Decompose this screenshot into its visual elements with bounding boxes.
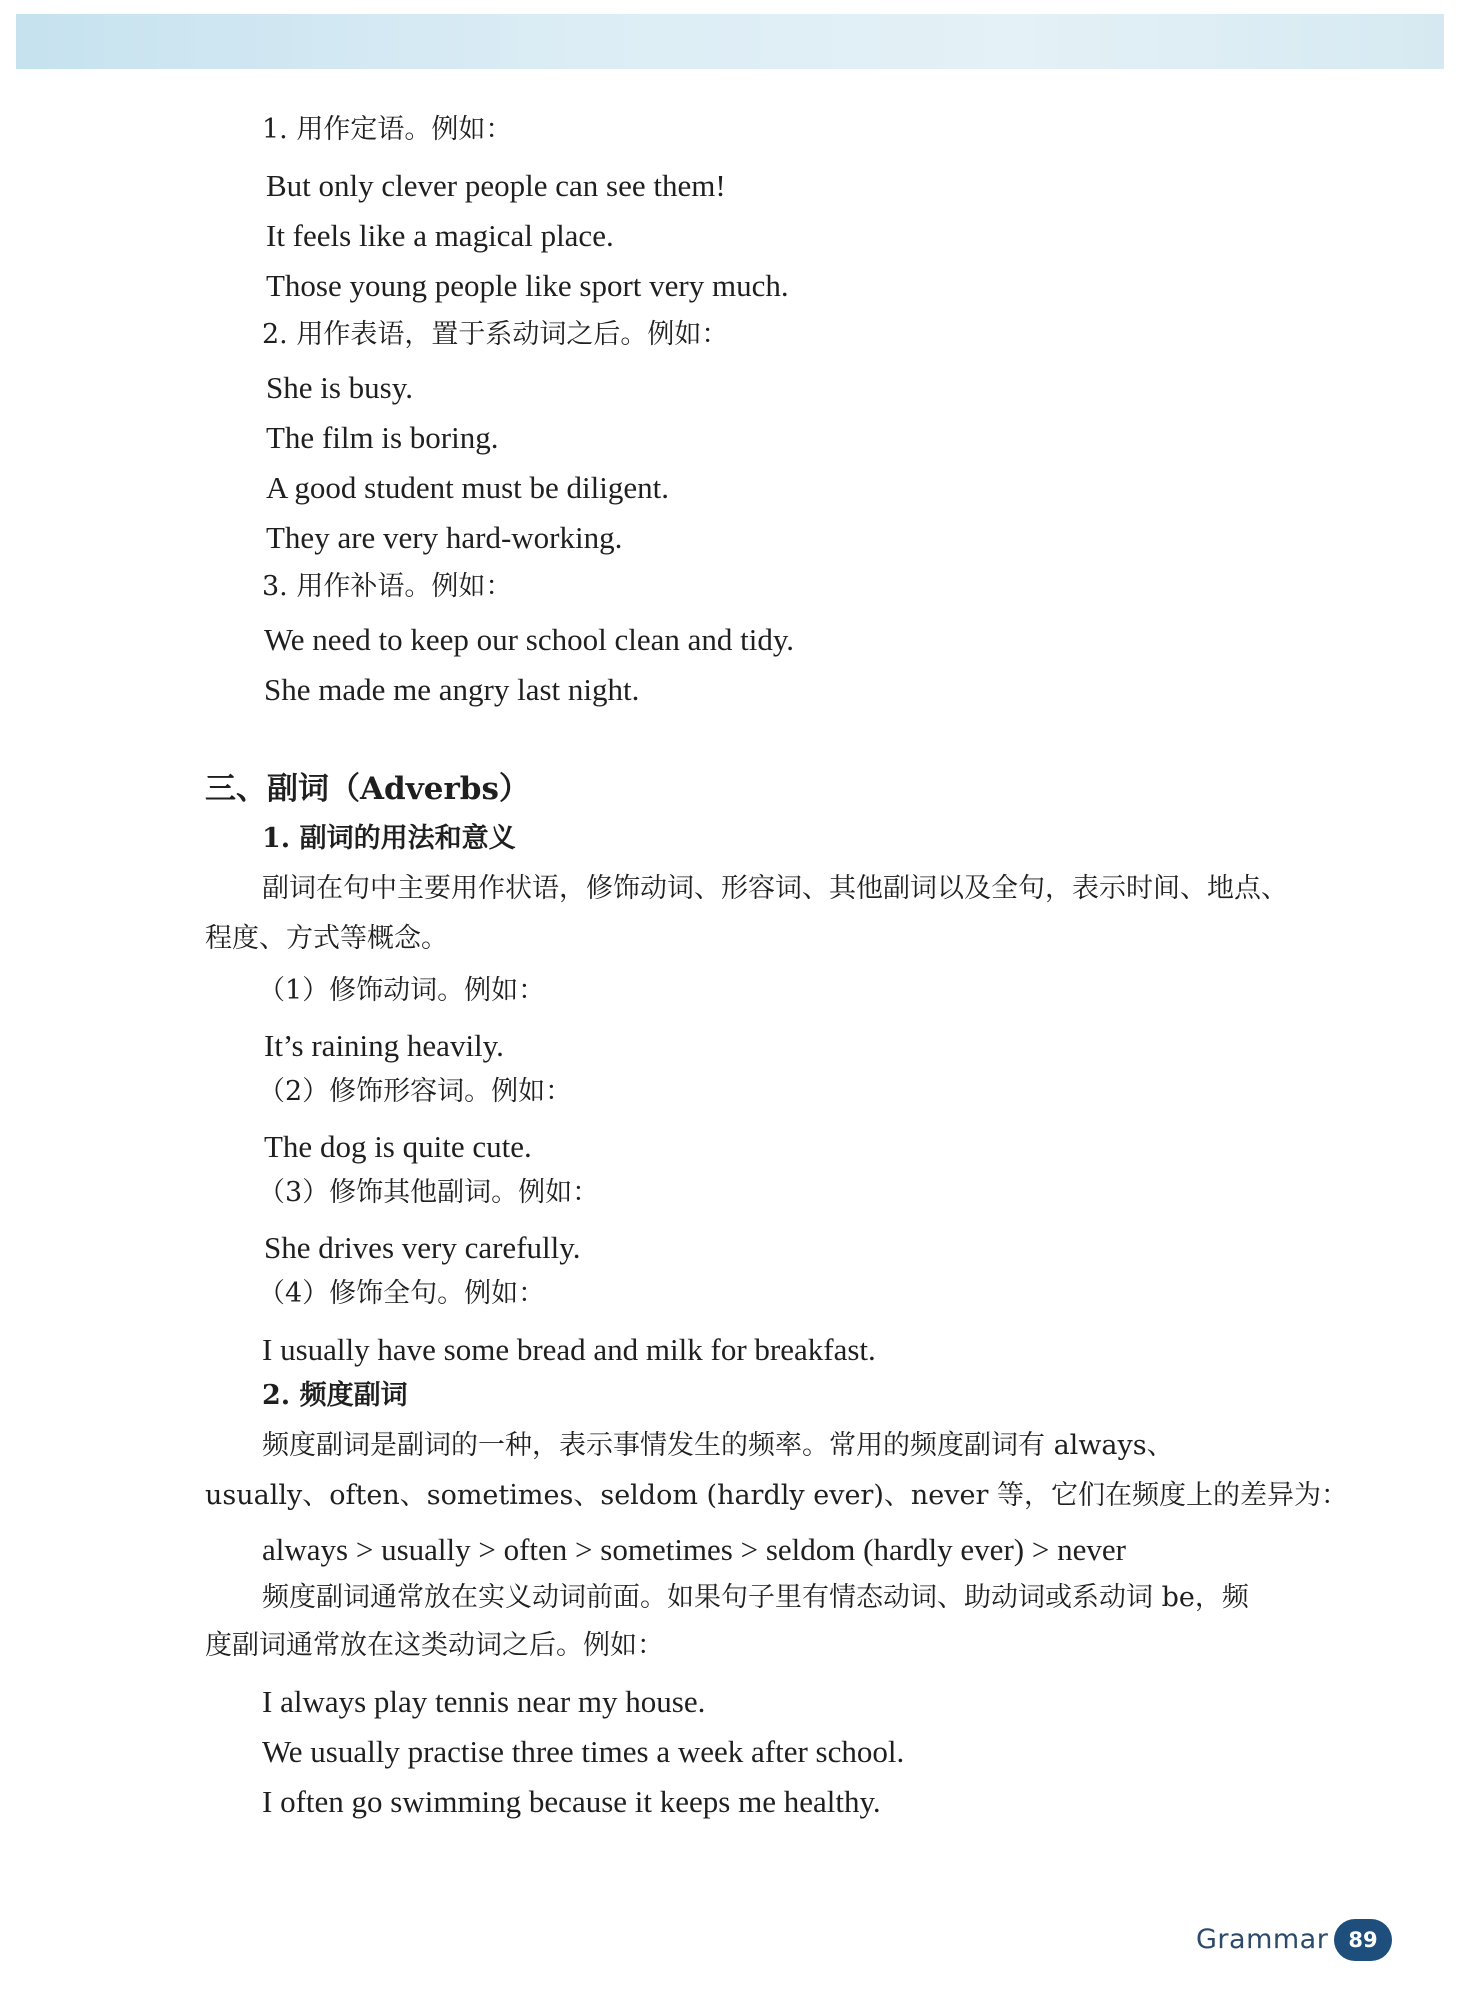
frequency-scale: always > usually > often > sometimes > seldom (hardly ever) > never <box>262 1532 1126 1567</box>
paragraph-line: 频度副词是副词的一种，表示事情发生的频率。常用的频度副词有 always、 <box>262 1430 1174 1461</box>
example-sentence: It’s raining heavily. <box>264 1028 504 1063</box>
text-line: （1）修饰动词。例如： <box>258 975 546 1006</box>
text-line: （2）修饰形容词。例如： <box>258 1076 573 1107</box>
section-heading: 三、副词（Adverbs） <box>205 771 530 807</box>
example-sentence: The dog is quite cute. <box>264 1129 532 1164</box>
example-sentence: She made me angry last night. <box>264 672 640 707</box>
paragraph-line: usually、often、sometimes、seldom (hardly ever)、never 等，它们在频度上的差异为： <box>205 1480 1348 1511</box>
example-sentence: I usually have some bread and milk for breakfast. <box>262 1332 876 1367</box>
example-sentence: Those young people like sport very much. <box>266 268 789 303</box>
paragraph-line: 度副词通常放在这类动词之后。例如： <box>205 1630 664 1661</box>
text-line: （3）修饰其他副词。例如： <box>258 1177 600 1208</box>
subsection-heading: 2. 频度副词 <box>262 1380 408 1411</box>
paragraph-line: 频度副词通常放在实义动词前面。如果句子里有情态动词、助动词或系动词 be，频 <box>262 1582 1249 1613</box>
text-line: 2. 用作表语，置于系动词之后。例如： <box>262 319 729 350</box>
footer-section-label: Grammar <box>1196 1924 1329 1955</box>
example-sentence: A good student must be diligent. <box>266 470 669 505</box>
paragraph-line: 程度、方式等概念。 <box>205 923 448 954</box>
text-line: 1. 用作定语。例如： <box>262 114 513 145</box>
subsection-heading: 1. 副词的用法和意义 <box>262 823 516 854</box>
text-line: 3. 用作补语。例如： <box>262 571 513 602</box>
example-sentence: We need to keep our school clean and tidy. <box>264 622 795 657</box>
example-sentence: It feels like a magical place. <box>266 218 614 253</box>
example-sentence: She drives very carefully. <box>264 1230 581 1265</box>
paragraph-line: 副词在句中主要用作状语，修饰动词、形容词、其他副词以及全句，表示时间、地点、 <box>262 873 1288 904</box>
page-number-badge: 89 <box>1334 1919 1392 1961</box>
example-sentence: We usually practise three times a week after school. <box>262 1734 905 1769</box>
example-sentence: But only clever people can see them! <box>266 168 726 203</box>
example-sentence: They are very hard-working. <box>266 520 623 555</box>
example-sentence: The film is boring. <box>266 420 499 455</box>
header-band <box>16 14 1444 69</box>
example-sentence: She is busy. <box>266 370 413 405</box>
example-sentence: I always play tennis near my house. <box>262 1684 706 1719</box>
text-line: （4）修饰全句。例如： <box>258 1278 546 1309</box>
example-sentence: I often go swimming because it keeps me healthy. <box>262 1784 881 1819</box>
